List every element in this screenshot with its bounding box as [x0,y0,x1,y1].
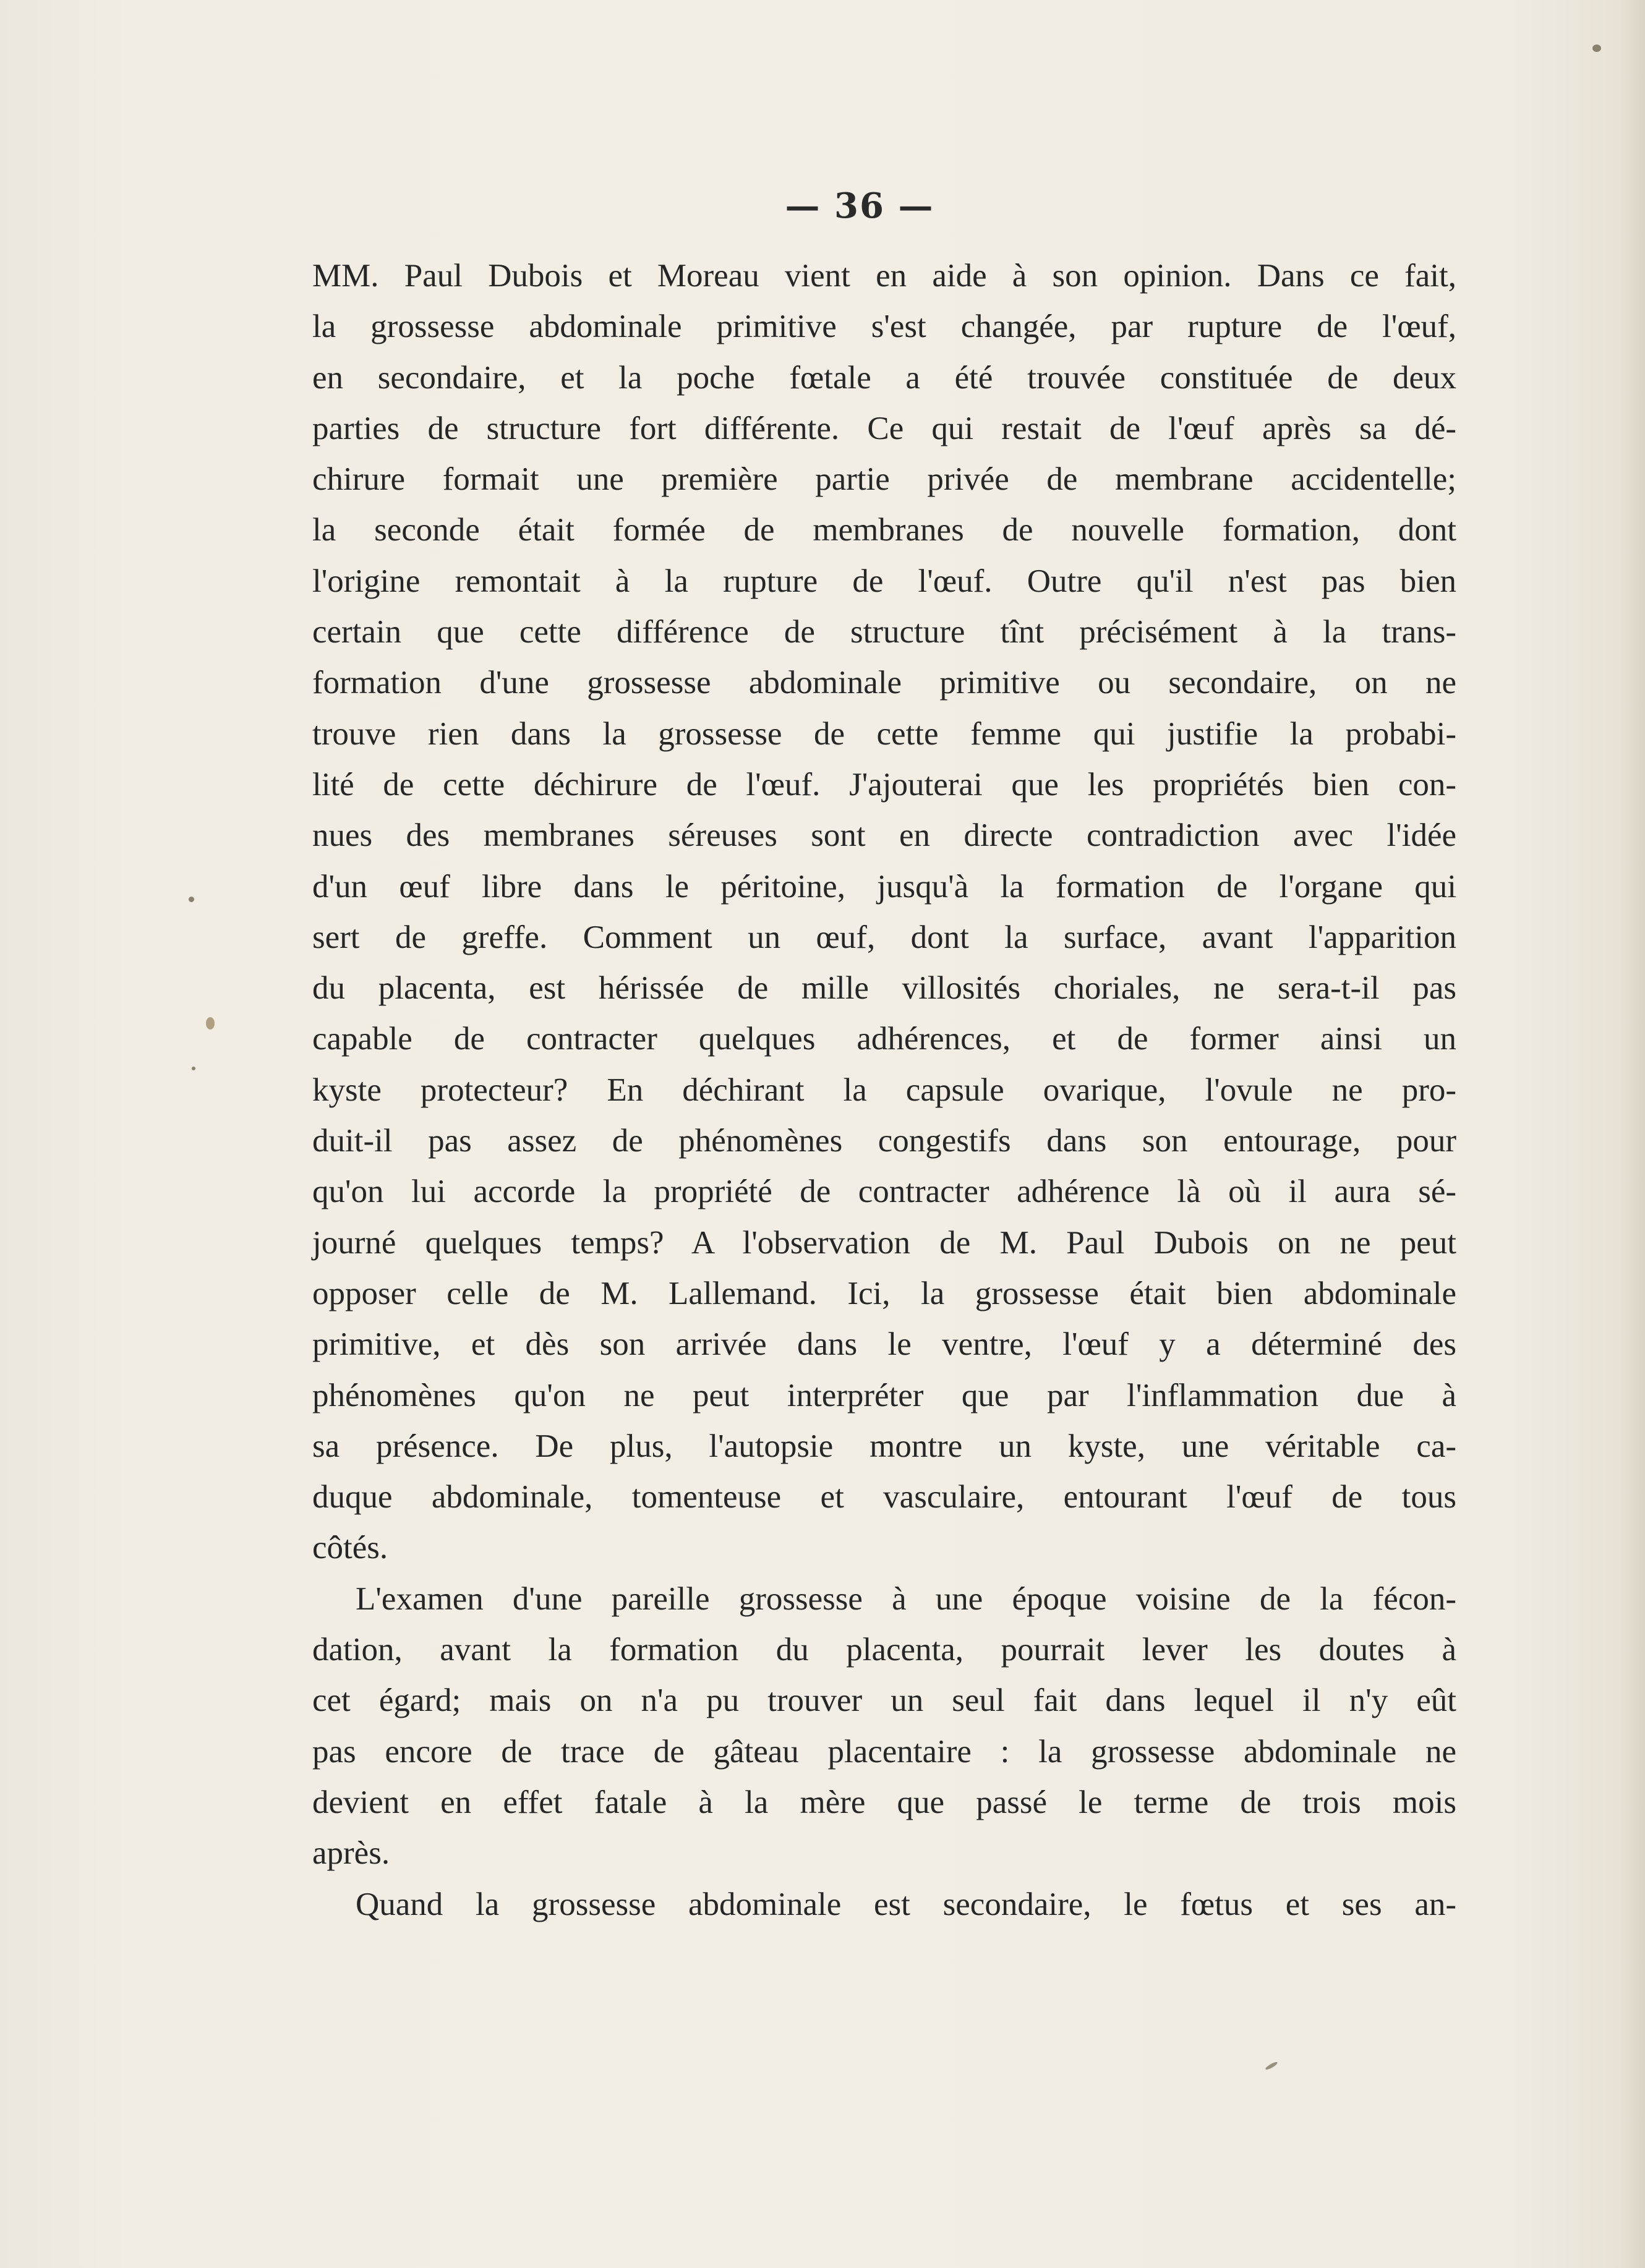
text-line: phénomènes qu'on ne peut interpréter que par l'inflammation due à [312,1377,1456,1413]
text-line: trouve rien dans la grossesse de cette femme qui justifie la probabi- [312,715,1456,752]
text-line: pas encore de trace de gâteau placentaire : la grossesse abdominale ne [312,1733,1456,1770]
page-number: — 36 — [785,185,934,226]
foxing-spot [1592,45,1601,52]
text-line: chirure formait une première partie privée de membrane accidentelle; [312,461,1456,498]
text-line: capable de contracter quelques adhérences, et de former ainsi un [312,1021,1456,1057]
text-line: dation, avant la formation du placenta, pourrait lever les doutes à [312,1632,1456,1668]
text-line: en secondaire, et la poche fœtale a été trouvée constituée de deux [312,359,1456,396]
text-line: devient en effet fatale à la mère que passé le terme de trois mois [312,1784,1456,1820]
text-line: duit-il pas assez de phénomènes congestifs dans son entourage, pour [312,1123,1456,1159]
text-line: côtés. [312,1530,388,1566]
text-line: MM. Paul Dubois et Moreau vient en aide à son opinion. Dans ce fait, [312,258,1456,294]
paragraph [312,1879,1456,1930]
foxing-spot [1265,2061,1278,2071]
text-line: cet égard; mais on n'a pu trouver un seul fait dans lequel il n'y eût [312,1682,1456,1719]
text-line: du placenta, est hérissée de mille villosités choriales, ne sera-t-il pas [312,970,1456,1007]
text-line: opposer celle de M. Lallemand. Ici, la grossesse était bien abdominale [312,1275,1456,1311]
text-line: journé quelques temps? A l'observation de M. Paul Dubois on ne peut [312,1224,1456,1261]
text-line: L'examen d'une pareille grossesse à une époque voisine de la fécon- [356,1580,1456,1617]
text-line: primitive, et dès son arrivée dans le ventre, l'œuf y a déterminé des [312,1326,1456,1363]
text-line: l'origine remontait à la rupture de l'œuf. Outre qu'il n'est pas bien [312,563,1456,599]
text-line: formation d'une grossesse abdominale primitive ou secondaire, on ne [312,665,1456,701]
page-edge-shadow [1620,0,1645,2268]
paragraph [312,250,1456,1574]
text-line: kyste protecteur? En déchirant la capsule ovarique, l'ovule ne pro- [312,1072,1456,1108]
text-line: la seconde était formée de membranes de nouvelle formation, dont [312,512,1456,548]
paragraph [312,1574,1456,1879]
foxing-spot [189,897,194,902]
text-line: lité de cette déchirure de l'œuf. J'ajouterai que les propriétés bien con- [312,766,1456,803]
text-line: la grossesse abdominale primitive s'est changée, par rupture de l'œuf, [312,309,1456,345]
text-line: qu'on lui accorde la propriété de contracter adhérence là où il aura sé- [312,1174,1456,1210]
text-line: sa présence. De plus, l'autopsie montre un kyste, une véritable ca- [312,1428,1456,1464]
text-line: sert de greffe. Comment un œuf, dont la surface, avant l'apparition [312,919,1456,955]
text-line: après. [312,1835,390,1872]
text-line: parties de structure fort différente. Ce qui restait de l'œuf après sa dé- [312,410,1456,446]
body-text [312,250,1456,1930]
foxing-spot [206,1017,215,1030]
text-line: Quand la grossesse abdominale est secondaire, le fœtus et ses an- [356,1886,1456,1922]
text-line: d'un œuf libre dans le péritoine, jusqu'à la formation de l'organe qui [312,868,1456,905]
text-line: certain que cette différence de structure tînt précisément à la trans- [312,614,1456,650]
text-line: duque abdominale, tomenteuse et vasculaire, entourant l'œuf de tous [312,1479,1456,1516]
foxing-spot [192,1067,195,1070]
text-line: nues des membranes séreuses sont en directe contradiction avec l'idée [312,817,1456,854]
